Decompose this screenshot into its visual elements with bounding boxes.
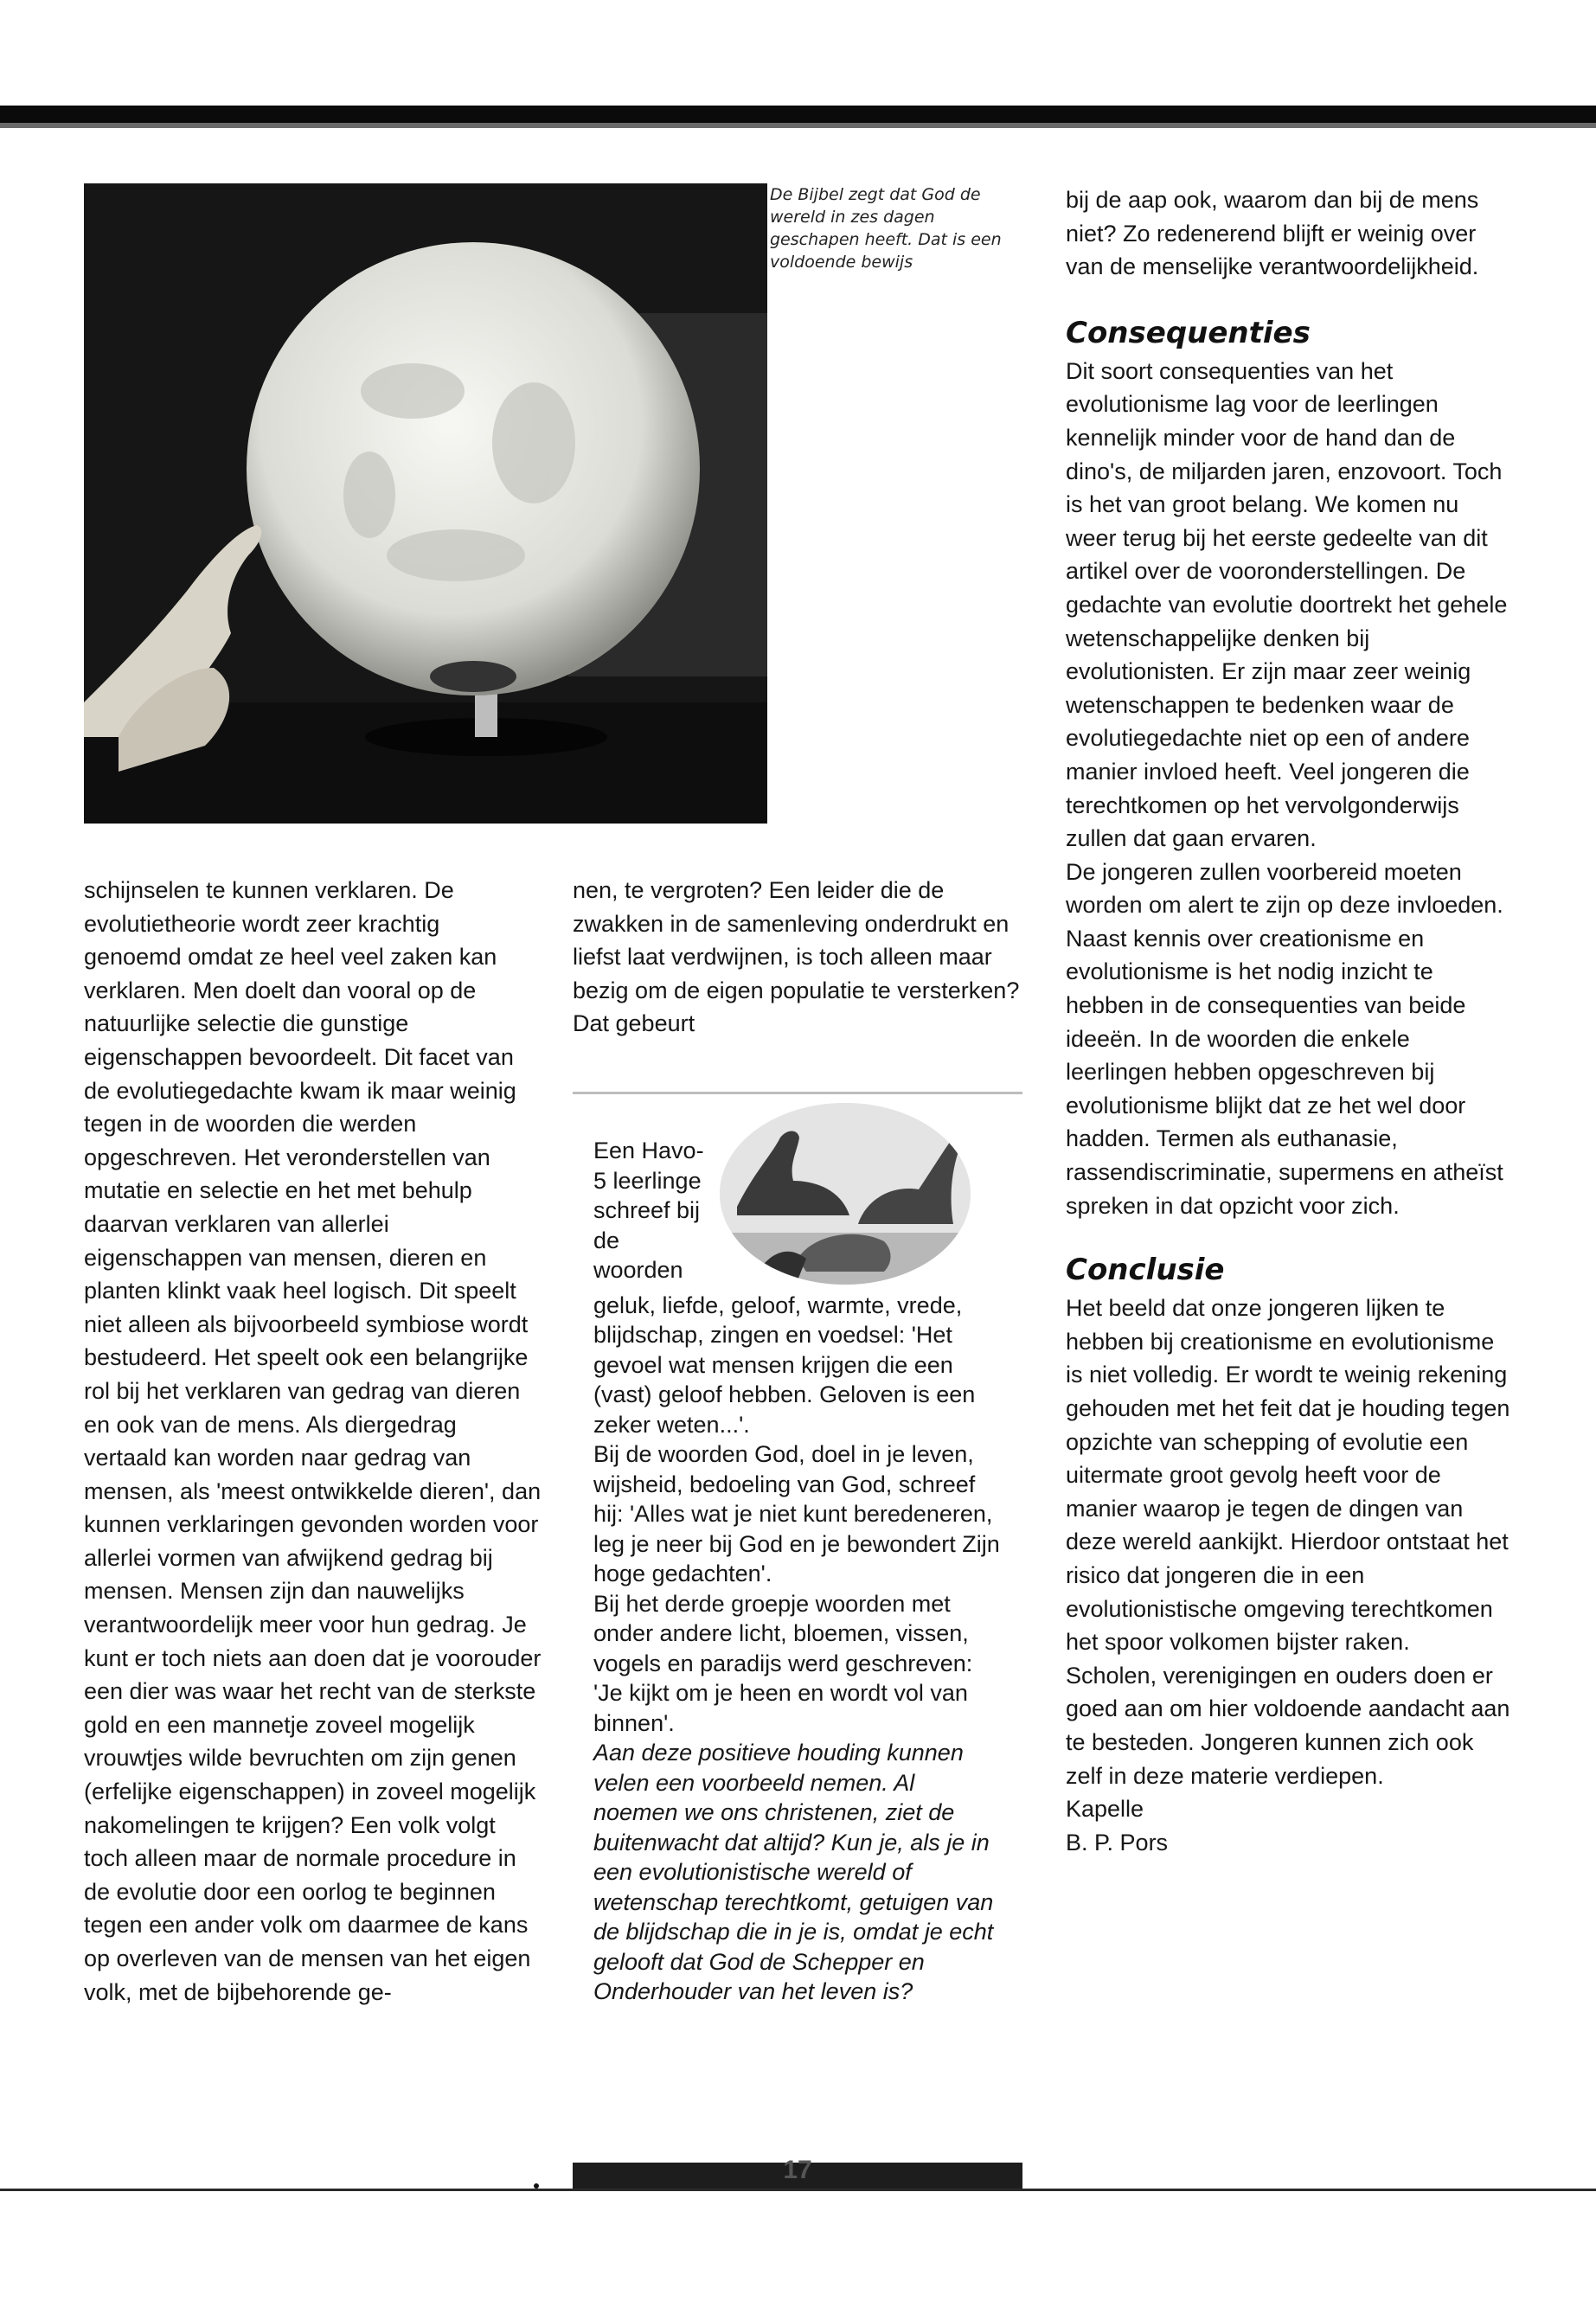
column-middle [573, 874, 1022, 1041]
student-quote-box [573, 1092, 1022, 2132]
section-heading: Conclusie [1066, 1253, 1225, 1288]
globe-photo [84, 183, 767, 824]
quote-paragraph: Bij de woorden God, doel in je leven, wijsheid, bedoeling van God, schreef hij: 'Alles wat je niet kunt beredeneren, leg je neer bij God en je bewondert Zijn hoge gedachten'. [593, 1441, 1000, 1586]
quote-intro: Een Havo-5 leerlinge schreef bij de woorden [593, 1138, 704, 1283]
paragraph: Het beeld dat onze jongeren lijken te hebben bij creationisme en evolutionisme is niet volledig. Er wordt te weinig rekening gehouden met het feit dat je houding tegen opzichte van schepping of evolutie een uitermate groot gevolg heeft voor de manier waarop je tegen de dingen van deze wereld aankijkt. Hierdoor ontstaat het risico dat jongeren die in een evolutionistische omgeving terechtkomen het spoor volkomen bijster raken. [1066, 1295, 1510, 1656]
quote-reflection: Aan deze positieve houding kunnen velen een voorbeeld nemen. Al noemen we ons christenen, ziet de buitenwacht dat altijd? Kun je, als je in een evolutionistische wereld of wetenschap terechtkomt, getuigen van de blijdschap die in je is, omdat je echt gelooft dat God de Schepper en Onderhouder van het leven is? [593, 1740, 994, 2004]
globe-illustration [84, 183, 767, 824]
paragraph: De jongeren zullen voorbereid moeten worden om alert te zijn op deze invloeden. Naast kennis over creationisme en evolutionisme is het nodig inzicht te hebben in de consequenties van beide ideeën. In de woorden die enkele leerlingen hebben opgeschreven bij evolutionisme blijkt dat ze het wel door hadden. Termen als euthanasie, rassendiscriminatie, supermens en atheïst spreken in dat opzicht voor zich. [1066, 858, 1503, 1219]
paragraph: Scholen, verenigingen en ouders doen er goed aan om hier voldoende aandacht aan te besteden. Jongeren kunnen zich ook zelf in deze materie verdiepen. [1066, 1662, 1510, 1789]
paragraph: schijnselen te kunnen verklaren. De evolutietheorie wordt zeer krachtig genoemd omdat ze heel veel zaken kan verklaren. Men doelt dan vooral op de natuurlijke selectie die gunstige eigenschappen bevoordeelt. Dit facet van de evolutiegedachte kwam ik maar weinig tegen in de woorden die werden opgeschreven. Het veronderstellen van mutatie en selectie en het met behulp daarvan verklaren van allerlei eigenschappen van mensen, dieren en planten klinkt vaak heel logisch. Dit speelt niet alleen als bijvoorbeeld symbiose wordt bestudeerd. Het speelt ook een belangrijke rol bij het verklaren van gedrag van dieren en ook van de mens. Als diergedrag vertaald kan worden naar gedrag van mensen, als 'meest ontwikkelde dieren', dan kunnen verklaringen gevonden worden voor allerlei vormen van afwijkend gedrag bij mensen. Mensen zijn dan nauwelijks verantwoordelijk meer voor hun gedrag. Je kunt er toch niets aan doen dat je voorouder een dier was waar het recht van de sterkste gold en een mannetje zoveel mogelijk vrouwtjes wilde bevruchten om zijn genen (erfelijke eigenschappen) in zoveel mogelijk nakomelingen te krijgen? Een volk volgt toch alleen maar de normale procedure in de evolutie door een oorlog te beginnen tegen een ander volk om daarmee de kans op overleven van de mensen van het eigen volk, met de bijbehorende ge- [84, 877, 542, 2005]
footer-bar [573, 2156, 1022, 2189]
quote-text [593, 1136, 1000, 2007]
paragraph: Dit soort consequenties van het evolutionisme lag voor de leerlingen kennelijk minder voor de hand dan de dino's, de miljarden jaren, enzovoort. Toch is het van groot belang. We komen nu weer terug bij het eerste gedeelte van dit artikel over de vooronderstellingen. De gedachte van evolutie doortrekt het gehele wetenschappelijke denken bij evolutionisten. Er zijn maar zeer weinig wetenschappen te bedenken waar de evolutiegedachte niet op een of andere manier invloed heeft. Veel jongeren die terechtkomen op het vervolgonderwijs zullen dat gaan ervaren. [1066, 357, 1508, 852]
quote-paragraph: geluk, liefde, geloof, warmte, vrede, blijdschap, zingen en voedsel: 'Het gevoel wat mensen krijgen die een (vast) geloof hebben. Geloven is een zeker weten...'. [593, 1292, 976, 1438]
signature-name: B. P. Pors [1066, 1829, 1169, 1856]
column-right [1066, 183, 1516, 1859]
quote-paragraph: Bij het derde groepje woorden met onder andere licht, bloemen, vissen, vogels en paradijs werd geschreven: 'Je kijkt om je heen en wordt vol van binnen'. [593, 1590, 973, 1736]
top-border [0, 106, 1596, 123]
paragraph: nen, te vergroten? Een leider die de zwakken in de samenleving onderdrukt en liefst laat verdwijnen, is toch alleen maar bezig om de eigen populatie te versterken? Dat gebeurt [573, 877, 1020, 1037]
signature-place: Kapelle [1066, 1796, 1144, 1823]
bottom-border [0, 2189, 1596, 2191]
page-number: 17 [783, 2156, 812, 2184]
top-border-shadow [0, 123, 1596, 128]
section-heading: Consequenties [1066, 315, 1311, 350]
column-left [84, 874, 542, 2009]
paragraph: bij de aap ook, waarom dan bij de mens niet? Zo redenerend blijft er weinig over van de menselijke verantwoordelijkheid. [1066, 187, 1479, 280]
photo-caption: De Bijbel zegt dat God de wereld in zes dagen geschapen heeft. Dat is een voldoende bewijs [770, 185, 1002, 272]
